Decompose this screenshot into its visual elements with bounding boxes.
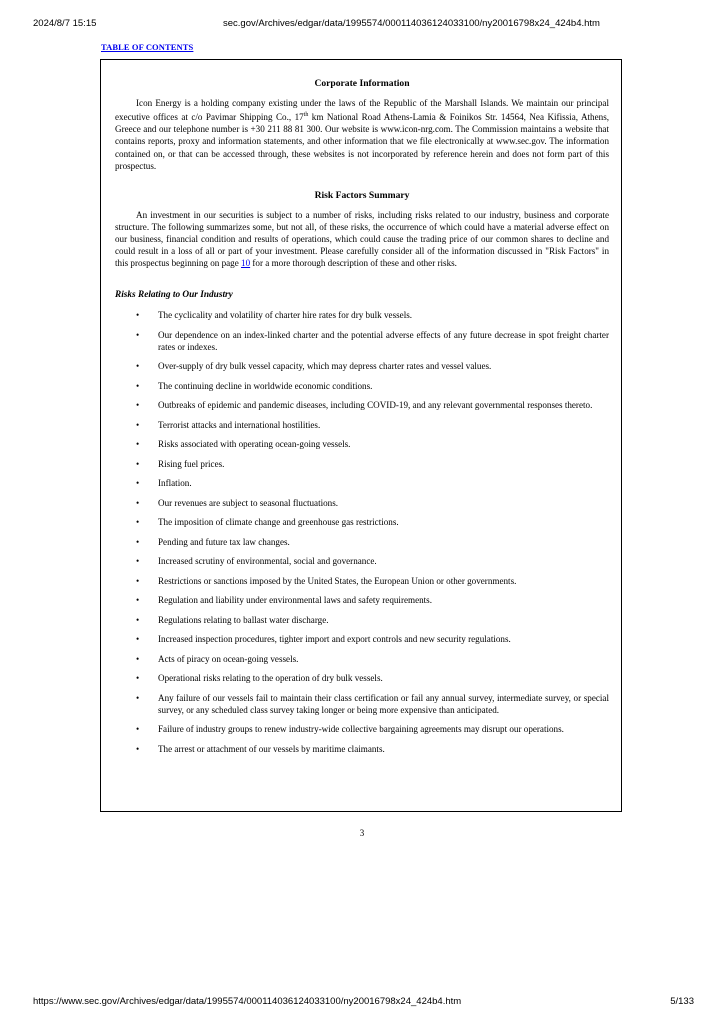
prospectus-content-box (100, 59, 622, 812)
list-item (115, 555, 609, 567)
risk-item-text: Our revenues are subject to seasonal fluctuations. (158, 497, 339, 508)
bullet-icon: • (136, 536, 140, 547)
industry-risks-list (115, 309, 609, 754)
page-number: 3 (359, 828, 365, 838)
list-item (115, 672, 609, 684)
bullet-icon: • (136, 497, 140, 508)
risk-item-text: Acts of piracy on ocean-going vessels. (158, 653, 299, 664)
list-item (115, 614, 609, 626)
bullet-icon: • (136, 478, 140, 489)
bullet-icon: • (136, 634, 140, 645)
list-item (115, 360, 609, 372)
risk-item-text: Operational risks relating to the operation of dry bulk vessels. (158, 673, 383, 684)
list-item (115, 399, 609, 411)
risk-item-text: Failure of industry groups to renew industry-wide collective bargaining agreements may disrupt our operations. (158, 724, 564, 735)
risk-item-text: Restrictions or sanctions imposed by the United States, the European Union or other governments. (158, 575, 517, 586)
corporate-information-paragraph: Icon Energy is a holding company existing under the laws of the Republic of the Marshall Islands. We maintain our principal executive offices at c/o Pavimar Shipping Co., 17th km National Road Athens-Lamia & Foinikos Str. 14564, Nea Kifissia, Athens, Greece and our telephone number is +30 211 88 81 300. Our website is www.icon-nrg.com. The Commission maintains a website that contains reports, proxy and information statements, and other information that we file electronically at www.sec.gov. The information contained on, or that can be accessed through, these websites is not incorporated by reference herein and does not form part of this prospectus. (115, 98, 610, 171)
print-footer (0, 996, 724, 1010)
bullet-icon: • (136, 614, 140, 625)
risk-item-text: Risks associated with operating ocean-going vessels. (158, 439, 351, 450)
bullet-icon: • (136, 556, 140, 567)
risk-item-text: Rising fuel prices. (158, 458, 225, 469)
risk-item-text: The imposition of climate change and greenhouse gas restrictions. (158, 517, 399, 528)
print-header-url: sec.gov/Archives/edgar/data/1995574/000114036124033100/ny20016798x24_424b4.htm (223, 18, 600, 29)
bullet-icon: • (136, 595, 140, 606)
risk-item-text: Over-supply of dry bulk vessel capacity, which may depress charter rates and vessel values. (158, 361, 492, 372)
risk-factors-summary-paragraph: An investment in our securities is subject to a number of risks, including risks related to our industry, business and corporate structure. The following summarizes some, but not all, of these risks, the occurrence of which could have a material adverse effect on our business, financial condition and results of operations, which could cause the trading price of our common shares to decline and could result in a loss of all or part of your investment. Please carefully consider all of the information discussed in "Risk Factors" in this prospectus beginning on page 10 for a more thorough description of these and other risks. (115, 209, 609, 269)
risk-item-text: Increased inspection procedures, tighter import and export controls and new security regulations. (158, 634, 511, 645)
risk-item-text: The continuing decline in worldwide economic conditions. (158, 380, 373, 391)
list-item (115, 653, 609, 665)
bullet-icon: • (136, 692, 140, 703)
list-item (115, 723, 609, 735)
print-footer-url: https://www.sec.gov/Archives/edgar/data/1995574/000114036124033100/ny20016798x24_424b4.htm (33, 996, 462, 1007)
risk-item-text: The arrest or attachment of our vessels by maritime claimants. (158, 743, 385, 754)
risk-item-text: Regulations relating to ballast water discharge. (158, 614, 329, 625)
list-item (115, 692, 609, 716)
ordinal-superscript: th (303, 112, 309, 119)
list-item (115, 575, 609, 587)
list-item (115, 380, 609, 392)
bullet-icon: • (136, 361, 140, 372)
list-item (115, 516, 609, 528)
list-item (115, 458, 609, 470)
bullet-icon: • (136, 400, 140, 411)
print-header (0, 14, 724, 28)
risk-item-text: The cyclicality and volatility of charter hire rates for dry bulk vessels. (158, 310, 413, 321)
print-page-count: 5/133 (670, 996, 694, 1007)
risk-item-text: Inflation. (158, 478, 192, 489)
list-item (115, 329, 609, 353)
bullet-icon: • (136, 743, 140, 754)
print-datetime: 2024/8/7 15:15 (33, 18, 97, 29)
risk-item-text: Regulation and liability under environmental laws and safety requirements. (158, 595, 432, 606)
list-item (115, 477, 609, 489)
list-item (115, 536, 609, 548)
bullet-icon: • (136, 439, 140, 450)
industry-risks-heading: Risks Relating to Our Industry (115, 290, 233, 301)
risk-item-text: Increased scrutiny of environmental, social and governance. (158, 556, 377, 567)
risk-item-text: Terrorist attacks and international hostilities. (158, 419, 321, 430)
list-item (115, 497, 609, 509)
risk-item-text: Any failure of our vessels fail to maintain their class certification or fail any annual survey, intermediate survey, or special survey, or any scheduled class survey taking longer or being more expensive than anticipated. (158, 692, 609, 715)
corporate-information-heading: Corporate Information (314, 78, 410, 89)
risk-item-text: Our dependence on an index-linked charter and the potential adverse effects of any future decrease in spot freight charter rates or indexes. (158, 329, 609, 352)
bullet-icon: • (136, 724, 140, 735)
bullet-icon: • (136, 310, 140, 321)
risk-factors-page-link[interactable]: 10 (241, 258, 251, 269)
bullet-icon: • (136, 458, 140, 469)
list-item (115, 419, 609, 431)
bullet-icon: • (136, 575, 140, 586)
bullet-icon: • (136, 329, 140, 340)
list-item (115, 438, 609, 450)
list-item (115, 743, 609, 755)
bullet-icon: • (136, 653, 140, 664)
table-of-contents-link[interactable]: TABLE OF CONTENTS (101, 42, 194, 52)
bullet-icon: • (136, 419, 140, 430)
list-item (115, 309, 609, 321)
list-item (115, 594, 609, 606)
list-item (115, 633, 609, 645)
risk-item-text: Outbreaks of epidemic and pandemic diseases, including COVID-19, and any relevant governmental responses thereto. (158, 400, 593, 411)
bullet-icon: • (136, 380, 140, 391)
bullet-icon: • (136, 517, 140, 528)
risk-item-text: Pending and future tax law changes. (158, 536, 290, 547)
bullet-icon: • (136, 673, 140, 684)
risk-factors-summary-heading: Risk Factors Summary (314, 189, 410, 201)
